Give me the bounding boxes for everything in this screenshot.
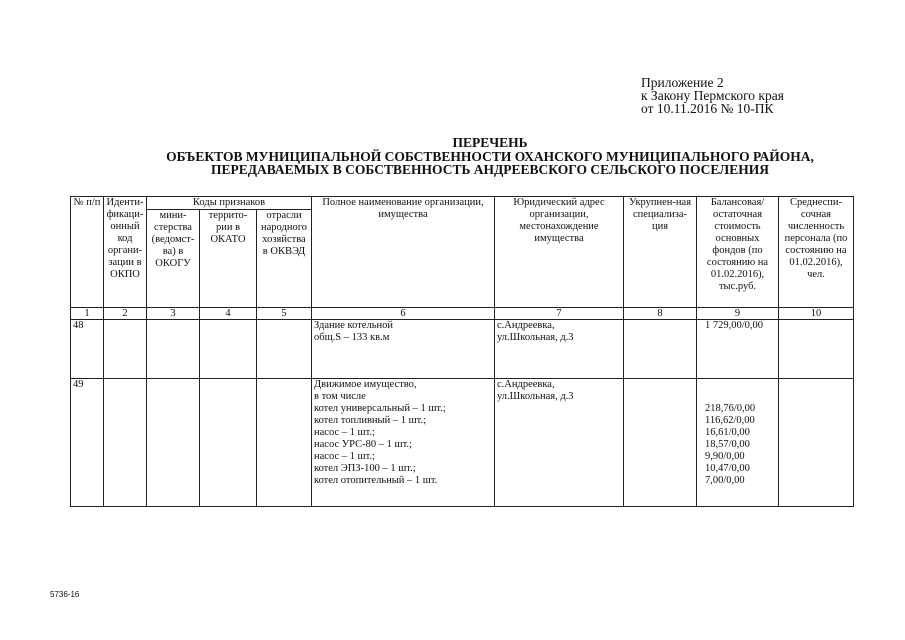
name-line: котел универсальный – 1 шт.; [314, 403, 446, 414]
title-line: ПЕРЕЧЕНЬ [452, 135, 528, 150]
cell-okved [257, 320, 312, 379]
column-number: 8 [624, 308, 697, 320]
cell-staff [779, 320, 854, 379]
header-spec: Укрупнен-ная специализа-ция [624, 197, 697, 308]
name-line: насос УРС-80 – 1 шт.; [314, 439, 412, 450]
name-line: насос – 1 шт.; [314, 427, 375, 438]
balance-value: 116,62/0,00 [705, 415, 755, 426]
cell-okpo [104, 379, 147, 507]
balance-value: 9,90/0,00 [705, 451, 745, 462]
cell-address [495, 379, 624, 507]
column-number: 4 [200, 308, 257, 320]
header-okved: отрасли народного хозяйства в ОКВЭД [257, 210, 312, 308]
cell-okpo [104, 320, 147, 379]
balance-value: 1 729,00/0,00 [705, 320, 764, 331]
column-number: 5 [257, 308, 312, 320]
name-line: Движимое имущество, [314, 379, 417, 390]
row-number: 48 [71, 320, 104, 379]
appendix-block [641, 76, 784, 115]
address-line: с.Андреевка, [497, 320, 555, 331]
cell-okogu [147, 320, 200, 379]
name-line: в том числе [314, 391, 366, 402]
cell-spec [624, 320, 697, 379]
balance-value: 10,47/0,00 [705, 463, 750, 474]
balance-value: 218,76/0,00 [705, 403, 756, 414]
name-line: общ.S – 133 кв.м [314, 332, 390, 343]
appendix-line: к Закону Пермского края [641, 88, 784, 103]
name-line: котел топливный – 1 шт.; [314, 415, 427, 426]
address-line: с.Андреевка, [497, 379, 555, 390]
header-row [71, 197, 854, 210]
title-line: ОБЪЕКТОВ МУНИЦИПАЛЬНОЙ СОБСТВЕННОСТИ ОХАНСКОГО МУНИЦИПАЛЬНОГО РАЙОНА, [166, 148, 814, 164]
document-title [60, 136, 905, 177]
header-okogu: мини-стерства (ведомст-ва) в ОКОГУ [147, 210, 200, 308]
balance-spacer [705, 379, 776, 403]
cell-staff [779, 379, 854, 507]
title-line: ПЕРЕДАВАЕМЫХ В СОБСТВЕННОСТЬ АНДРЕЕВСКОГО СЕЛЬСКОГО ПОСЕЛЕНИЯ [210, 162, 769, 177]
column-number: 6 [312, 308, 495, 320]
appendix-line: от 10.11.2016 № 10-ПК [641, 101, 774, 116]
balance-value: 16,61/0,00 [705, 427, 750, 438]
cell-okved [257, 379, 312, 507]
header-okato: террито-рии в ОКАТО [200, 210, 257, 308]
cell-balance [697, 379, 779, 507]
column-number: 10 [779, 308, 854, 320]
appendix-line: Приложение 2 [641, 75, 724, 90]
cell-address [495, 320, 624, 379]
header-name: Полное наименование организации, имущества [312, 197, 495, 308]
column-number: 1 [71, 308, 104, 320]
header-okpo: Иденти-фикаци-онный код органи-зации в ОКПО [104, 197, 147, 308]
name-line: котел ЭПЗ-100 – 1 шт.; [314, 463, 416, 474]
cell-spec [624, 379, 697, 507]
header-staff: Среднеспи-сочная численность персонала (по состоянию на 01.02.2016), чел. [779, 197, 854, 308]
balance-value: 18,57/0,00 [705, 439, 750, 450]
header-balance: Балансовая/ остаточная стоимость основных фондов (по состоянию на 01.02.2016), тыс.руб. [697, 197, 779, 308]
header-no: № п/п [71, 197, 104, 308]
document-code: 5736-16 [50, 590, 80, 599]
header-address: Юридический адрес организации, местонахождение имущества [495, 197, 624, 308]
cell-name [312, 379, 495, 507]
name-line: котел отопительный – 1 шт. [314, 475, 438, 486]
header-codes: Коды признаков [147, 197, 312, 210]
property-table [70, 196, 854, 507]
column-number-row [71, 308, 854, 320]
column-number: 7 [495, 308, 624, 320]
row-number: 49 [71, 379, 104, 507]
table-row [71, 320, 854, 379]
balance-value: 7,00/0,00 [705, 475, 745, 486]
name-line: Здание котельной [314, 320, 393, 331]
column-number: 9 [697, 308, 779, 320]
cell-balance [697, 320, 779, 379]
address-line: ул.Школьная, д.3 [497, 391, 574, 402]
cell-okato [200, 320, 257, 379]
name-line: насос – 1 шт.; [314, 451, 375, 462]
cell-okato [200, 379, 257, 507]
cell-name [312, 320, 495, 379]
address-line: ул.Школьная, д.3 [497, 332, 574, 343]
cell-okogu [147, 379, 200, 507]
table-row [71, 379, 854, 507]
column-number: 2 [104, 308, 147, 320]
column-number: 3 [147, 308, 200, 320]
